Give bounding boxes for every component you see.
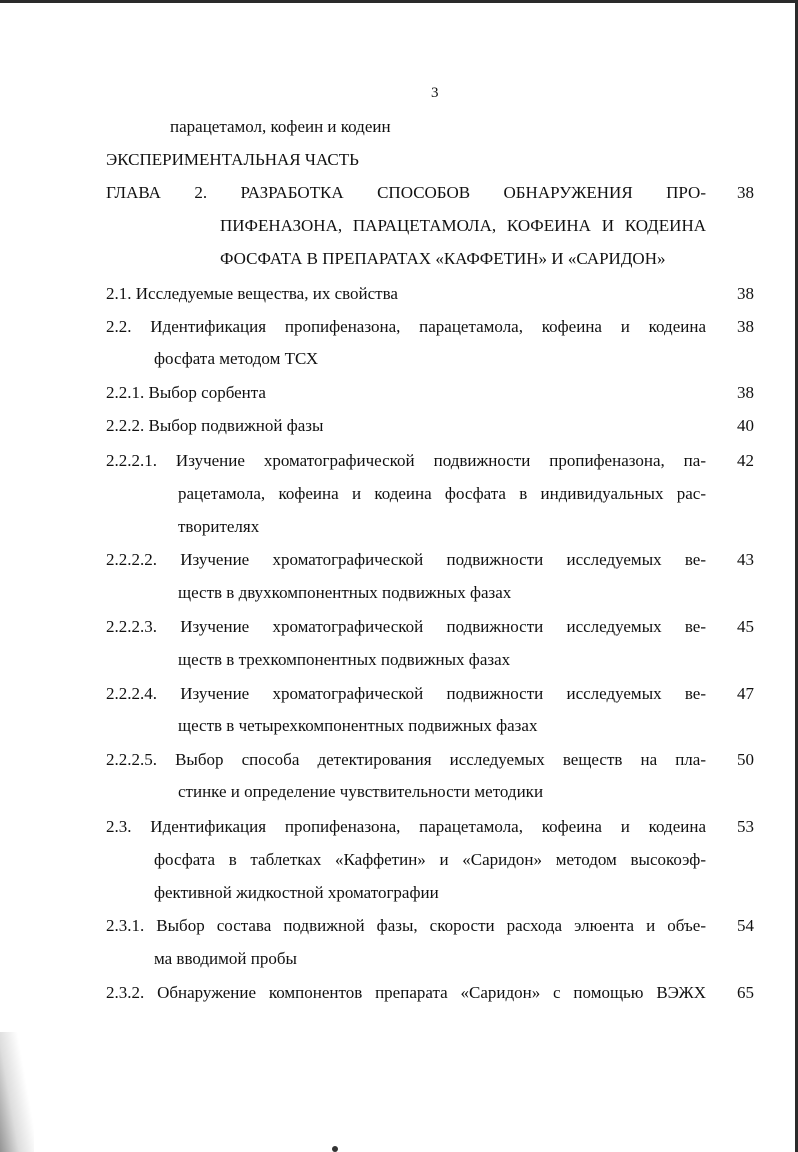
toc-line: 2.3.2. Обнаружение компонентов препарата «Саридон» с помощью ВЭЖХ <box>106 983 706 1002</box>
toc-page-number: 54 <box>737 916 754 935</box>
toc-page-number: 47 <box>737 684 754 703</box>
toc-page-number: 38 <box>737 317 754 336</box>
toc-page-number: 40 <box>737 416 754 435</box>
toc-line: рацетамола, кофеина и кодеина фосфата в индивидуальных рас- <box>178 484 706 503</box>
toc-line: творителях <box>178 517 260 536</box>
toc-line: 2.2.2.5. Выбор способа детектирования исследуемых веществ на пла- <box>106 750 706 769</box>
toc-line: ществ в четырехкомпонентных подвижных фазах <box>178 716 538 735</box>
toc-line: 2.1. Исследуемые вещества, их свойства <box>106 284 398 303</box>
toc-page-number: 38 <box>737 183 754 202</box>
page-number: 3 <box>431 85 439 101</box>
toc-page-number: 65 <box>737 983 754 1002</box>
chapter-heading: ФОСФАТА В ПРЕПАРАТАХ «КАФФЕТИН» И «САРИДОН» <box>220 249 666 268</box>
toc-line: 2.3. Идентификация пропифеназона, парацетамола, кофеина и кодеина <box>106 817 706 836</box>
scan-edge-top <box>0 0 798 3</box>
toc-line: фосфата в таблетках «Каффетин» и «Саридон» методом высокоэф- <box>154 850 706 869</box>
toc-line: 2.2.1. Выбор сорбента <box>106 383 266 402</box>
toc-page-number: 42 <box>737 451 754 470</box>
scan-shadow <box>0 1032 34 1152</box>
toc-line: 2.2.2.4. Изучение хроматографической подвижности исследуемых ве- <box>106 684 706 703</box>
toc-line: парацетамол, кофеин и кодеин <box>170 117 391 136</box>
toc-page-number: 43 <box>737 550 754 569</box>
toc-page-number: 53 <box>737 817 754 836</box>
chapter-heading: ПИФЕНАЗОНА, ПАРАЦЕТАМОЛА, КОФЕИНА И КОДЕИНА <box>220 216 706 235</box>
toc-page-number: 38 <box>737 284 754 303</box>
section-heading: ЭКСПЕРИМЕНТАЛЬНАЯ ЧАСТЬ <box>106 150 359 169</box>
toc-page-number: 45 <box>737 617 754 636</box>
toc-line: ществ в трехкомпонентных подвижных фазах <box>178 650 511 669</box>
toc-line: 2.2. Идентификация пропифеназона, парацетамола, кофеина и кодеина <box>106 317 706 336</box>
toc-line: 2.3.1. Выбор состава подвижной фазы, скорости расхода элюента и объе- <box>106 916 706 935</box>
chapter-heading: ГЛАВА 2. РАЗРАБОТКА СПОСОБОВ ОБНАРУЖЕНИЯ ПРО- <box>106 183 706 202</box>
scan-dot <box>332 1146 338 1152</box>
toc-line: 2.2.2.3. Изучение хроматографической подвижности исследуемых ве- <box>106 617 706 636</box>
toc-page-number: 38 <box>737 383 754 402</box>
toc-line: стинке и определение чувствительности методики <box>178 782 544 801</box>
toc-page-number: 50 <box>737 750 754 769</box>
toc-line: ма вводимой пробы <box>154 949 297 968</box>
toc-line: 2.2.2. Выбор подвижной фазы <box>106 416 324 435</box>
toc-line: ществ в двухкомпонентных подвижных фазах <box>178 583 512 602</box>
toc-line: 2.2.2.1. Изучение хроматографической подвижности пропифеназона, па- <box>106 451 706 470</box>
toc-line: фосфата методом ТСХ <box>154 349 319 368</box>
toc-line: фективной жидкостной хроматографии <box>154 883 439 902</box>
toc-line: 2.2.2.2. Изучение хроматографической подвижности исследуемых ве- <box>106 550 706 569</box>
